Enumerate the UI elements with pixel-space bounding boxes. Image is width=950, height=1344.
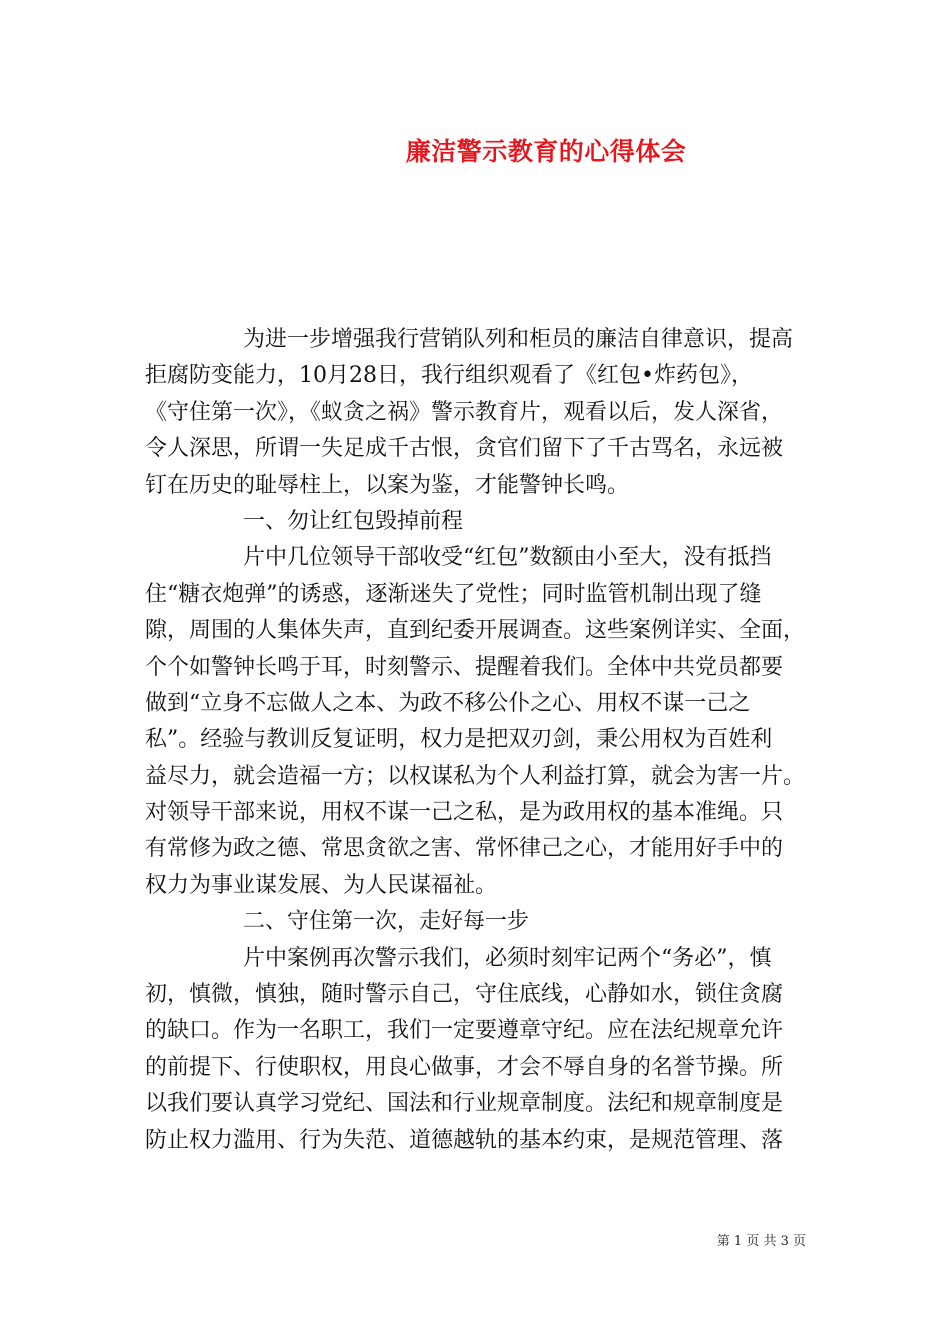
body-line: 有常修为政之德、常思贪欲之害、常怀律己之心，才能用好手中的 [145,836,784,862]
body-line: 益尽力，就会造福一方；以权谋私为个人利益打算，就会为害一片。 [145,763,806,789]
section-heading-2: 二、守住第一次，走好每一步 [243,909,530,935]
document-title: 廉洁警示教育的心得体会 [405,137,687,166]
body-line: 片中几位领导干部收受“红包”数额由小至大，没有抵挡 [243,545,772,571]
body-line: 的前提下、行使职权，用良心做事，才会不辱自身的名誉节操。所 [145,1054,784,1080]
body-line: 权力为事业谋发展、为人民谋福祉。 [145,872,498,898]
body-line: 以我们要认真学习党纪、国法和行业规章制度。法纪和规章制度是 [145,1091,784,1117]
body-line: 初，慎微，慎独，随时警示自己，守住底线，心静如水，锁住贪腐 [145,982,784,1008]
body-line: 拒腐防变能力，10月28日，我行组织观看了《红包•炸药包》， [145,363,753,389]
body-line: 做到“立身不忘做人之本、为政不移公仆之心、用权不谋一己之 [145,690,751,716]
body-line: 私”。经验与教训反复证明，权力是把双刃剑，秉公用权为百姓利 [145,727,773,753]
body-line: 隙，周围的人集体失声，直到纪委开展调查。这些案例详实、全面， [145,618,806,644]
body-line: 《守住第一次》，《蚁贪之祸》警示教育片，观看以后，发人深省， [145,399,784,425]
body-line: 为进一步增强我行营销队列和柜员的廉洁自律意识，提高 [243,327,794,352]
body-line: 个个如警钟长鸣于耳，时刻警示、提醒着我们。全体中共党员都要 [145,654,784,680]
document-body [145,322,815,1159]
body-line: 片中案例再次警示我们，必须时刻牢记两个“务必”，慎 [243,945,772,971]
body-line: 住“糖衣炮弹”的诱惑，逐渐迷失了党性；同时监管机制出现了缝 [145,581,762,607]
page-number: 第 1 页 共 3 页 [716,1234,806,1249]
body-line: 对领导干部来说，用权不谋一己之私，是为政用权的基本准绳。只 [145,800,784,826]
body-line: 钉在历史的耻辱柱上，以案为鉴，才能警钟长鸣。 [145,472,630,498]
body-line: 的缺口。作为一名职工，我们一定要遵章守纪。应在法纪规章允许 [145,1018,784,1044]
section-heading-1: 一、勿让红包毁掉前程 [243,508,464,534]
body-line: 令人深思，所谓一失足成千古恨，贪官们留下了千古骂名，永远被 [145,436,784,462]
body-line: 防止权力滥用、行为失范、道德越轨的基本约束，是规范管理、落 [145,1127,784,1153]
